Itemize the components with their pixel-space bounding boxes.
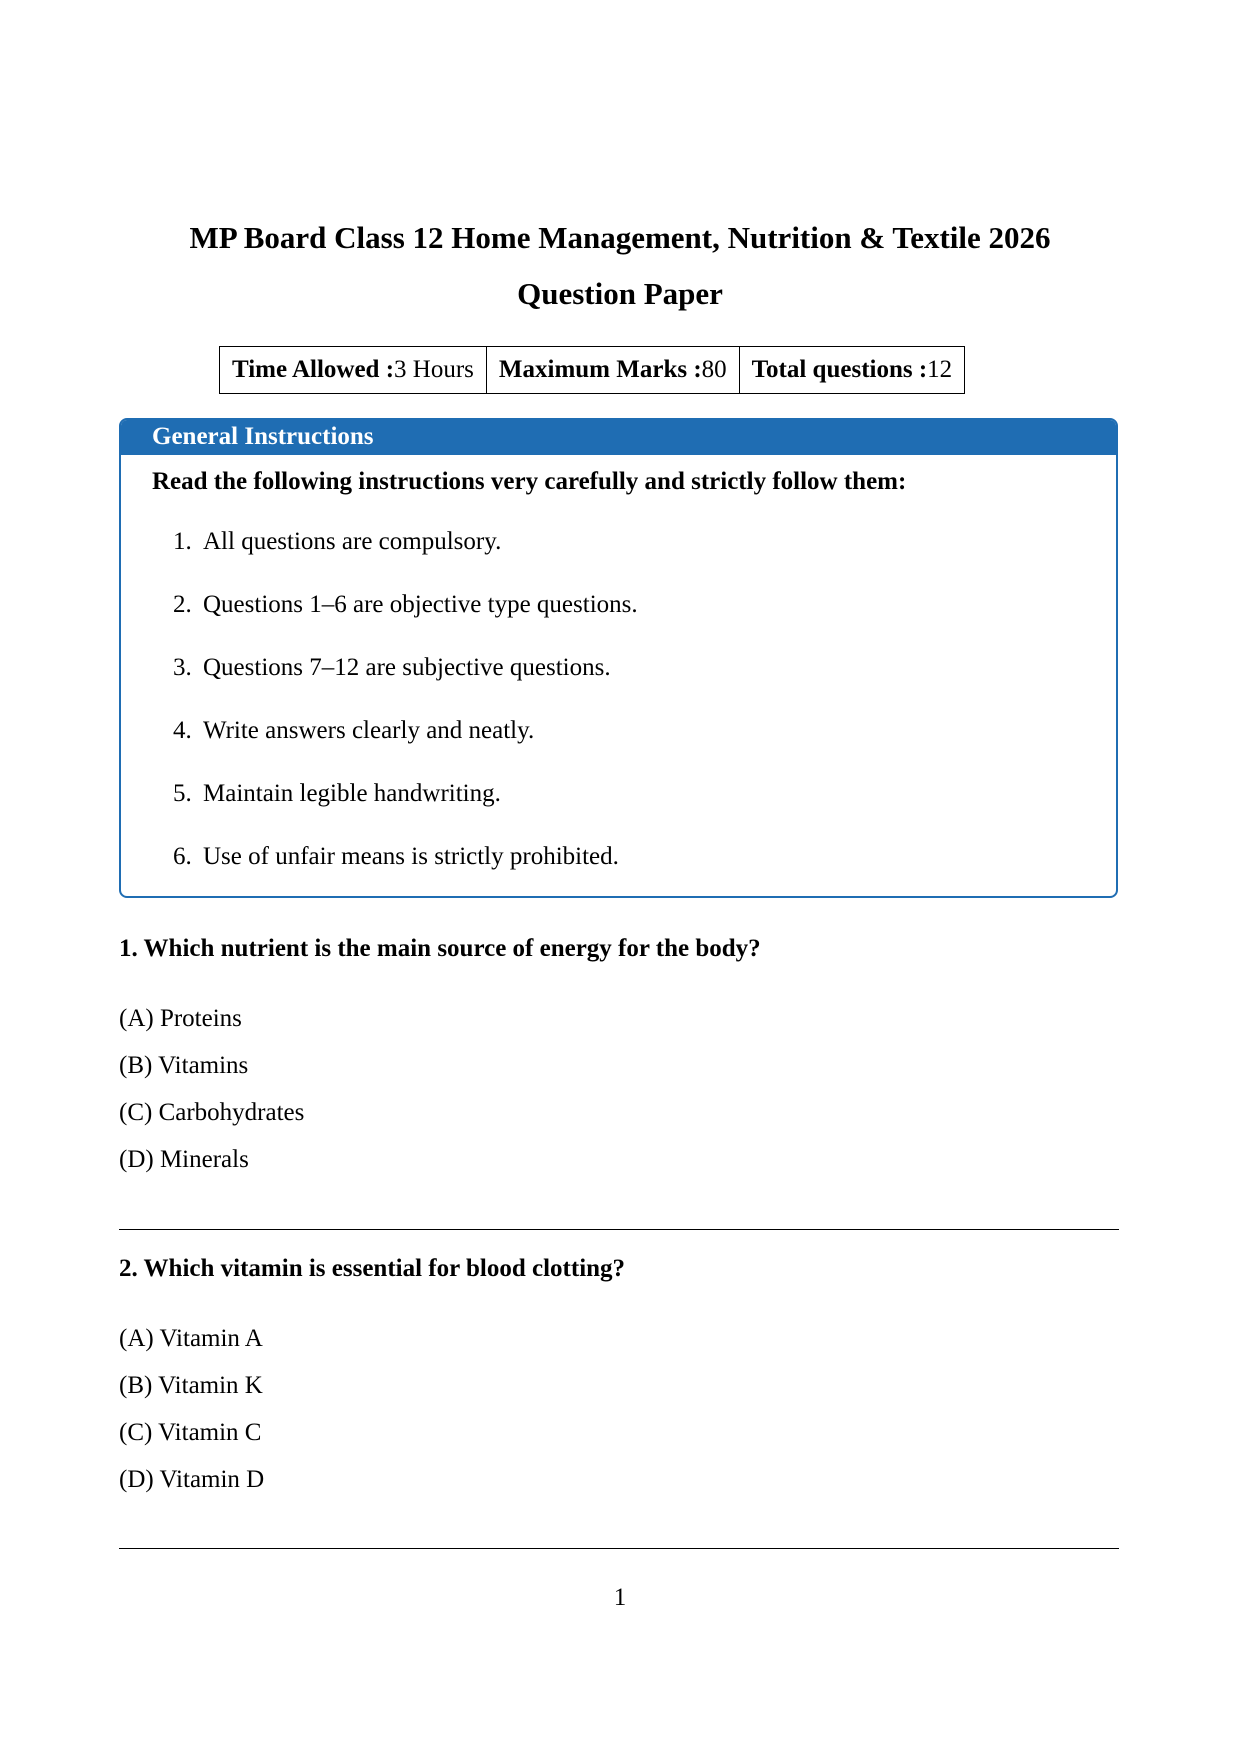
option-c: (C) Carbohydrates xyxy=(119,1099,305,1126)
option-d: (D) Minerals xyxy=(119,1146,249,1173)
total-questions-value: 12 xyxy=(927,356,953,383)
question-2 xyxy=(119,1252,1119,1510)
title-line-2: Question Paper xyxy=(517,276,723,311)
option-b: (B) Vitamin K xyxy=(119,1372,263,1399)
total-questions-cell xyxy=(739,347,965,394)
question-text: 1. Which nutrient is the main source of energy for the body? xyxy=(119,935,761,962)
question-options xyxy=(119,1002,1119,1177)
title-line-1: MP Board Class 12 Home Management, Nutrition & Textile 2026 xyxy=(189,220,1051,255)
maximum-marks-value: 80 xyxy=(701,356,727,383)
option-d: (D) Vitamin D xyxy=(119,1466,265,1493)
question-text: 2. Which vitamin is essential for blood clotting? xyxy=(119,1255,626,1282)
instruction-item: 4. Write answers clearly and neatly. xyxy=(173,717,535,744)
instruction-item: 2. Questions 1–6 are objective type questions. xyxy=(173,591,638,618)
instruction-item: 6. Use of unfair means is strictly prohibited. xyxy=(173,843,619,870)
question-divider xyxy=(119,1548,1119,1549)
maximum-marks-label: Maximum Marks : xyxy=(498,356,702,383)
page-number: 1 xyxy=(613,1584,627,1611)
total-questions-label: Total questions : xyxy=(751,356,928,383)
time-allowed-cell xyxy=(220,347,487,394)
instructions-list xyxy=(121,525,1116,874)
time-allowed-value: 3 Hours xyxy=(394,356,474,383)
instruction-item: 5. Maintain legible handwriting. xyxy=(173,780,501,807)
instructions-lead: Read the following instructions very carefully and strictly follow them: xyxy=(152,468,907,495)
question-divider xyxy=(119,1229,1119,1230)
time-allowed-label: Time Allowed : xyxy=(232,356,395,383)
option-a: (A) Vitamin A xyxy=(119,1325,263,1352)
question-1 xyxy=(119,932,1119,1190)
page-title xyxy=(0,218,1240,314)
exam-meta-table xyxy=(219,346,965,394)
instructions-header: General Instructions xyxy=(121,420,1116,455)
general-instructions-box xyxy=(119,418,1118,898)
option-c: (C) Vitamin C xyxy=(119,1419,262,1446)
instruction-item: 3. Questions 7–12 are subjective questions. xyxy=(173,654,611,681)
option-b: (B) Vitamins xyxy=(119,1052,249,1079)
option-a: (A) Proteins xyxy=(119,1005,242,1032)
maximum-marks-cell xyxy=(486,347,739,394)
question-options xyxy=(119,1322,1119,1497)
instruction-item: 1. All questions are compulsory. xyxy=(173,528,502,555)
